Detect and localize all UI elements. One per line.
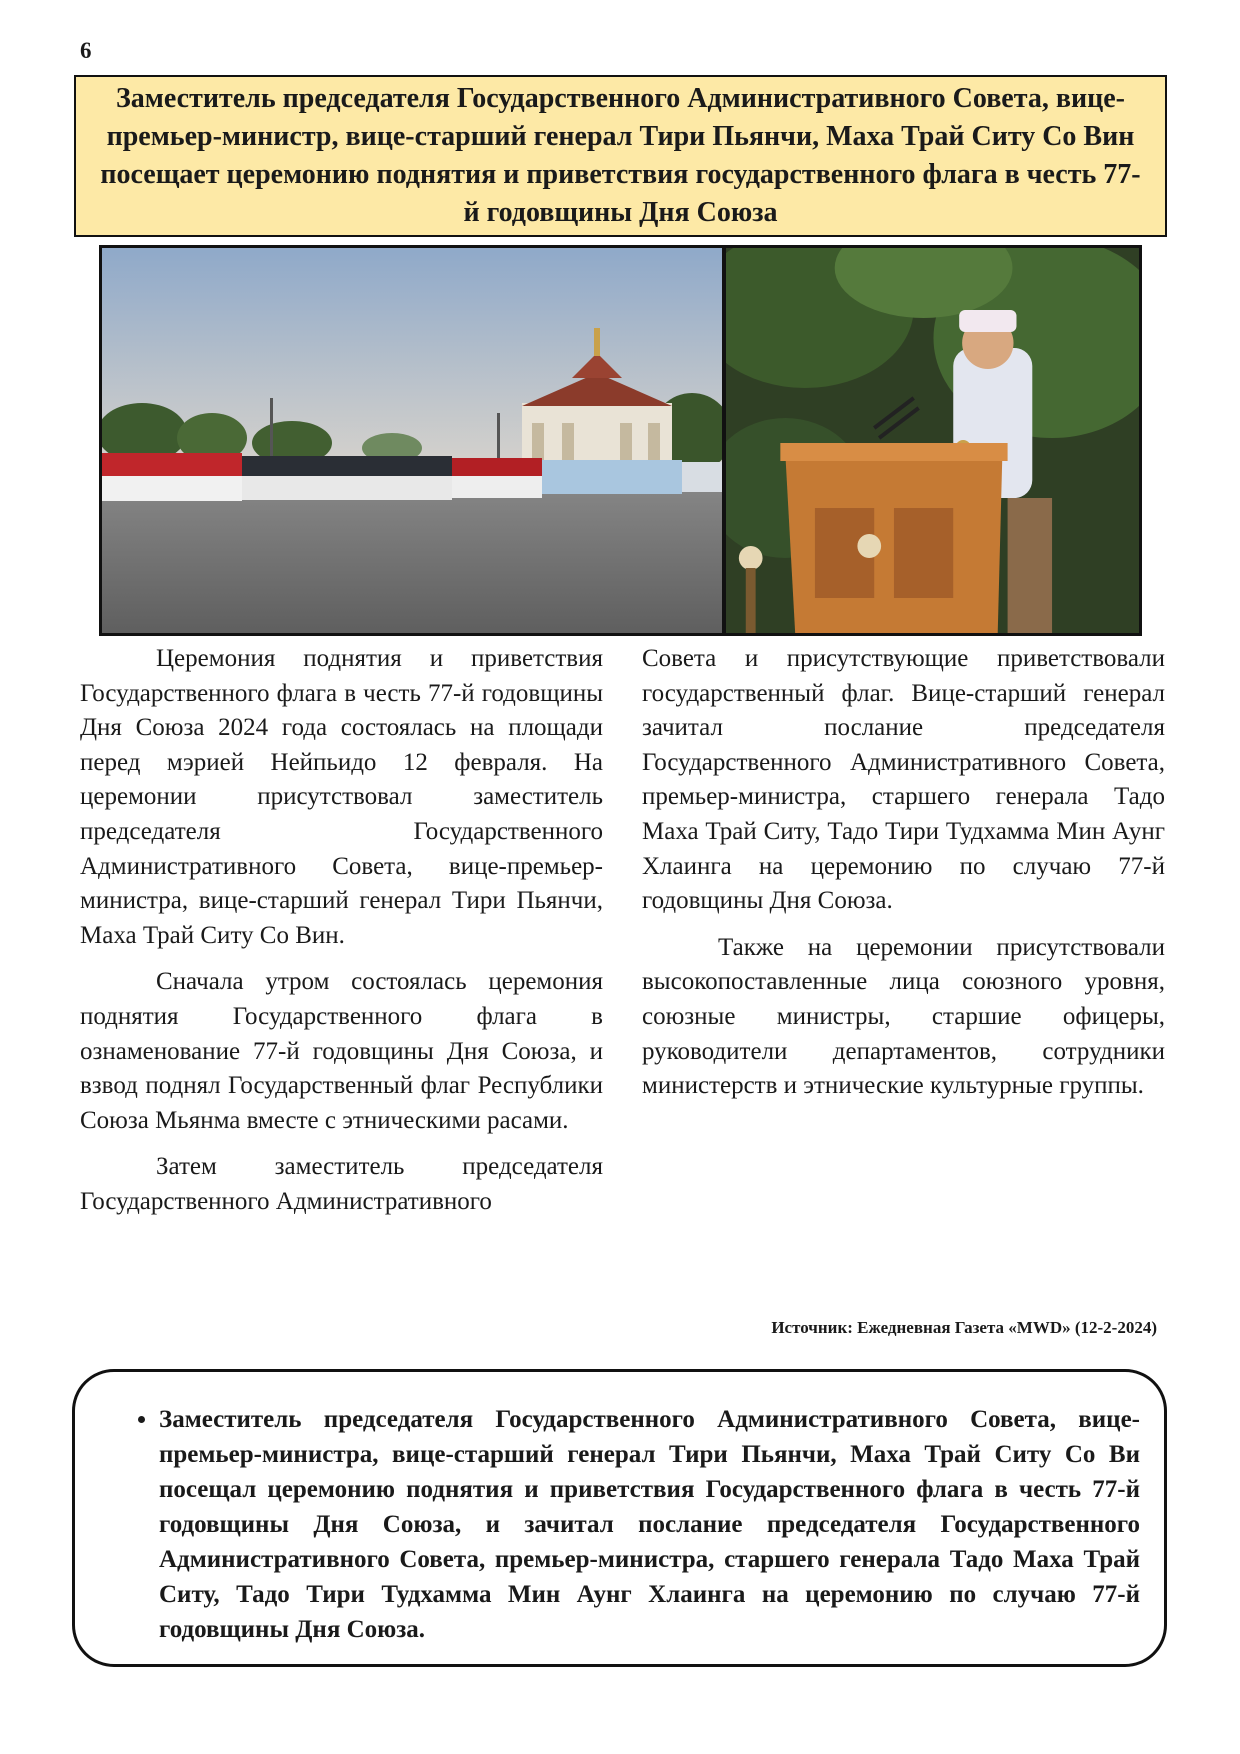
article-paragraph: Совета и присутствующие приветствовали государственный флаг. Вице-старший генерал зачитал послание председателя Государственного Административного Совета, премьер-министра, старшего генерала Тадо Маха Трай Ситу, Тадо Тири Тудхамма Мин Аунг Хлаинга на церемонию по случаю 77-й годовщины Дня Союза. xyxy=(642,645,1165,915)
parade-photo xyxy=(102,248,722,633)
headline: Заместитель председателя Государственного Административного Совета, вице-премьер-министр, вице-старший генерал Тири Пьянчи, Маха Трай Ситу Со Вин посещает церемонию поднятия и приветствия государственного флага в честь 77-й годовщины Дня Союза xyxy=(100,83,1141,228)
headline-box xyxy=(74,75,1167,237)
summary-box xyxy=(72,1369,1167,1667)
speaker-photo xyxy=(726,248,1139,633)
article-column-left xyxy=(80,642,603,1232)
summary-list xyxy=(99,1402,1140,1647)
photo-frame xyxy=(99,245,1142,636)
article-paragraph: Затем заместитель председателя Государственного Административного xyxy=(80,1153,603,1215)
article-paragraph: Церемония поднятия и приветствия Государственного флага в честь 77-й годовщины Дня Союза 2024 года состоялась на площади перед мэрией Нейпьидо 12 февраля. На церемонии присутствовал заместитель председателя Государственного Административного Совета, вице-премьер-министра, вице-старший генерал Тири Пьянчи, Маха Трай Ситу Со Вин. xyxy=(80,645,603,949)
parade-photo-illustration xyxy=(102,248,722,633)
speaker-photo-illustration xyxy=(726,248,1139,633)
article-paragraph: Сначала утром состоялась церемония поднятия Государственного флага в ознаменование 77-й годовщины Дня Союза, и взвод поднял Государственный флаг Республики Союза Мьянма вместе с этническими расами. xyxy=(80,968,603,1134)
article-column-right xyxy=(642,642,1165,1116)
page-number: 6 xyxy=(80,38,92,63)
source-credit: Источник: Ежедневная Газета «MWD» (12-2-2024) xyxy=(771,1318,1157,1337)
summary-item: • Заместитель председателя Государственного Административного Совета, вице-премьер-министра, вице-старший генерал Тири Пьянчи, Маха Трай Ситу Со Ви посещал церемонию поднятия и приветствия Государственного флага в честь 77-й годовщины Дня Союза, и зачитал послание председателя Государственного Административного Совета, премьер-министра, старшего генерала Тадо Маха Трай Ситу, Тадо Тири Тудхамма Мин Аунг Хлаинга на церемонию по случаю 77-й годовщины Дня Союза. xyxy=(159,1402,1140,1647)
article-paragraph: Также на церемонии присутствовали высокопоставленные лица союзного уровня, союзные министры, старшие офицеры, руководители департаментов, сотрудники министерств и этнические культурные группы. xyxy=(642,933,1165,1100)
